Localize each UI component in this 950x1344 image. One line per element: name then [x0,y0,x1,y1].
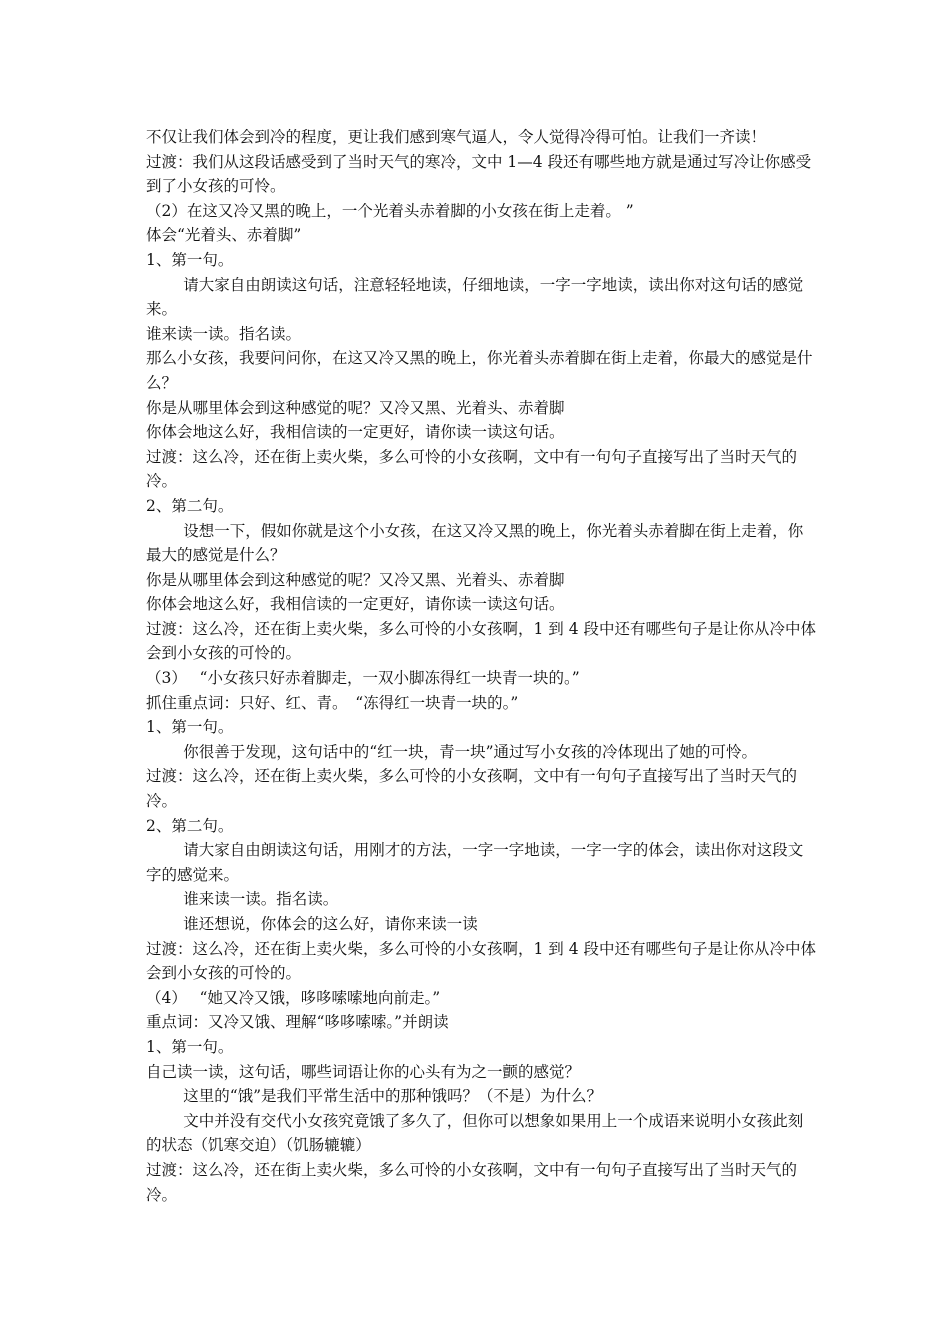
paragraph: （2）在这又冷又黑的晚上，一个光着头赤着脚的小女孩在街上走着。 ” [146,201,634,220]
paragraph: 过渡：这么冷，还在街上卖火柴，多么可怜的小女孩啊，文中有一句句子直接写出了当时天气的冷。 [146,447,798,491]
paragraph: 你很善于发现，这句话中的“红一块，青一块”通过写小女孩的冷体现出了她的可怜。 [183,742,758,761]
paragraph: 你体会地这么好，我相信读的一定更好，请你读一读这句话。 [146,595,565,614]
paragraph: 1、第一句。 [146,1037,234,1056]
paragraph: 谁来读一读。指名读。 [146,324,302,343]
paragraph: 2、第二句。 [146,496,234,515]
paragraph: 过渡：这么冷，还在街上卖火柴，多么可怜的小女孩啊，1 到 4 段中还有哪些句子是让你从冷中体会到小女孩的可怜的。 [146,619,817,663]
paragraph: 过渡：这么冷，还在街上卖火柴，多么可怜的小女孩啊，文中有一句句子直接写出了当时天气的冷。 [146,1160,798,1204]
paragraph: 1、第一句。 [146,250,234,269]
paragraph: 不仅让我们体会到冷的程度，更让我们感到寒气逼人，令人觉得冷得可怕。让我们一齐读！ [146,128,767,146]
paragraph: （3） “小女孩只好赤着脚走，一双小脚冻得红一块青一块的。” [146,669,580,688]
paragraph: 你是从哪里体会到这种感觉的呢？又冷又黑、光着头、赤着脚 [146,570,565,589]
paragraph: 文中并没有交代小女孩究竟饿了多久了，但你可以想象如果用上一个成语来说明小女孩此刻的状态（饥寒交迫）（饥肠辘辘） [146,1111,804,1155]
paragraph: 过渡：这么冷，还在街上卖火柴，多么可怜的小女孩啊，文中有一句句子直接写出了当时天气的冷。 [146,767,798,811]
paragraph: （4） “她又冷又饿，哆哆嗦嗦地向前走。” [146,988,441,1007]
paragraph: 那么小女孩，我要问问你，在这又冷又黑的晚上，你光着头赤着脚在街上走着，你最大的感觉是什么？ [146,349,813,392]
paragraph: 你体会地这么好，我相信读的一定更好，请你读一读这句话。 [146,423,565,442]
paragraph: 抓住重点词：只好、红、青。 “冻得红一块青一块的。” [146,693,519,712]
paragraph: 你是从哪里体会到这种感觉的呢？又冷又黑、光着头、赤着脚 [146,398,565,417]
paragraph: 请大家自由朗读这句话，注意轻轻地读，仔细地读，一字一字地读，读出你对这句话的感觉来。 [146,275,804,319]
paragraph: 这里的“饿”是我们平常生活中的那种饿吗？（不是）为什么？ [183,1087,603,1106]
paragraph: 重点词：又冷又饿、理解“哆哆嗦嗦。”并朗读 [146,1013,449,1032]
paragraph: 2、第二句。 [146,816,234,835]
paragraph: 设想一下，假如你就是这个小女孩，在这又冷又黑的晚上，你光着头赤着脚在街上走着，你最大的感觉是什么？ [146,521,804,565]
paragraph: 过渡：这么冷，还在街上卖火柴，多么可怜的小女孩啊，1 到 4 段中还有哪些句子是让你从冷中体会到小女孩的可怜的。 [146,939,817,983]
paragraph: 1、第一句。 [146,718,234,737]
paragraph: 谁来读一读。指名读。 [183,890,339,909]
paragraph: 自己读一读，这句话，哪些词语让你的心头有为之一颤的感觉？ [146,1062,581,1081]
paragraph: 谁还想说，你体会的这么好，请你来读一读 [183,915,478,933]
paragraph: 体会“光着头、赤着脚” [146,226,302,245]
paragraph: 过渡：我们从这段话感受到了当时天气的寒冷，文中 1—4 段还有哪些地方就是通过写冷让你感受到了小女孩的可怜。 [146,152,812,196]
document-page [146,125,816,1207]
paragraph: 请大家自由朗读这句话，用刚才的方法，一字一字地读，一字一字的体会，读出你对这段文字的感觉来。 [146,841,804,884]
